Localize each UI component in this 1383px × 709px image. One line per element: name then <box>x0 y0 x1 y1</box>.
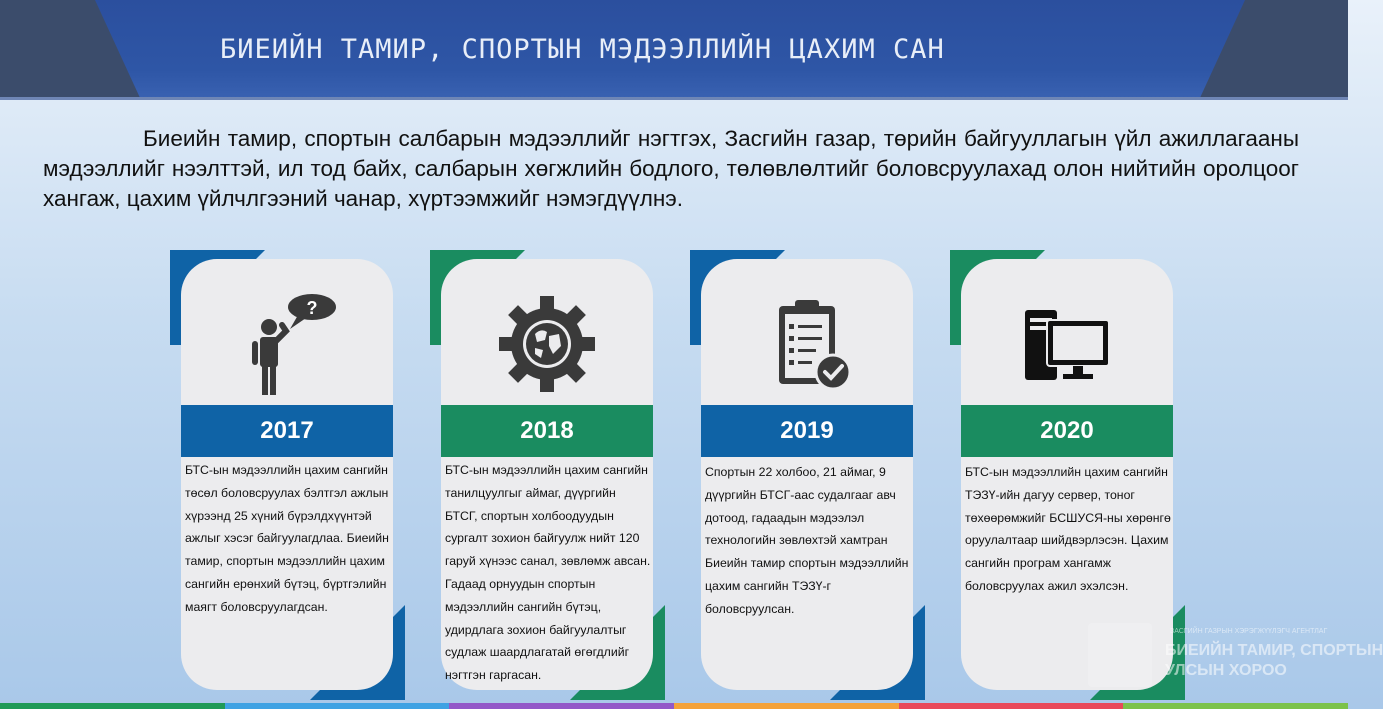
strip-segment <box>1123 703 1348 709</box>
desktop-computer-icon <box>961 284 1173 404</box>
bottom-color-strip <box>0 703 1348 709</box>
timeline-card-2019 <box>690 250 925 700</box>
timeline-card-2017 <box>170 250 405 700</box>
watermark-title-line1: БИЕИЙН ТАМИР, СПОРТЫН <box>1165 642 1383 659</box>
strip-segment <box>0 703 225 709</box>
card-description: БТС-ын мэдээллийн цахим сангийн ТЭЗҮ-ийн дагуу сервер, тоног төхөөрөмжийг БСШУСЯ-ны хөрөнгө оруулалтаар шийдвэрлэсэн. Цахим сангийн програм хангамж боловсруулах ажил эхэлсэн. <box>965 465 1171 593</box>
svg-text:?: ? <box>306 298 318 318</box>
card-panel <box>441 259 653 690</box>
year-band: 2017 <box>181 405 393 457</box>
year-band: 2019 <box>701 405 913 457</box>
watermark-subtitle: ЗАСГИЙН ГАЗРЫН ХЭРЭГЖҮҮЛЭГЧ АГЕНТЛАГ <box>1170 628 1328 635</box>
thinking-person-question-icon <box>181 284 393 404</box>
agency-watermark <box>1085 620 1383 690</box>
card-description: БТС-ын мэдээллийн цахим сангийн танилцуулгыг аймаг, дүүргийн БТСГ, спортын холбоодуудын сургалт зохион байгуулж нийт 120 гаруй хүнээс санал, зөвлөмж авсан. Гадаад орнуудын спортын мэдээллийн сангийн бүтэц, удирдлага зохион байгуулалтыг судлаж шаардлагатай өгөгдлийг нэгтгэн гаргасан. <box>445 463 651 683</box>
card-description: Спортын 22 холбоо, 21 аймаг, 9 дүүргийн БТСГ-аас судалгааг авч дотоод, гадаадын мэдээлэл технологийн зөвлөхтэй хамтран Биеийн тамир спортын мэдээллийн цахим сангийн ТЭЗҮ-г боловсруулсан. <box>705 465 909 616</box>
strip-segment <box>674 703 899 709</box>
year-band: 2018 <box>441 405 653 457</box>
watermark-title-line2: УЛСЫН ХОРОО <box>1165 662 1287 679</box>
strip-segment <box>449 703 674 709</box>
year-band: 2020 <box>961 405 1173 457</box>
strip-segment <box>899 703 1124 709</box>
page-title: БИЕИЙН ТАМИР, СПОРТЫН МЭДЭЭЛЛИЙН ЦАХИМ САН <box>220 34 945 65</box>
clipboard-checklist-icon <box>701 284 913 404</box>
timeline-card-2018 <box>430 250 665 700</box>
agency-logo-icon <box>1088 623 1152 687</box>
globe-gear-icon <box>441 284 653 404</box>
card-panel <box>181 259 393 690</box>
intro-paragraph: Биеийн тамир, спортын салбарын мэдээллийг нэгтгэх, Засгийн газар, төрийн байгууллагын үйл ажиллагааны мэдээллийг нээлттэй, ил тод байх, салбарын хөгжлийн бодлого, төлөвлөлтийг боловсруулахад олон нийтийн оролцоог хангаж, цахим үйлчлгээний чанар, хүртээмжийг нэмэгдүүлнэ. <box>43 126 1299 211</box>
card-description: БТС-ын мэдээллийн цахим сангийн төсөл боловсруулах бэлтгэл ажлын хүрээнд 25 хүний бүрэлдхүүнтэй ажлыг хэсэг байгуулагдлаа. Биеийн тамир, спортын мэдээллийн цахим сангийн ерөнхий бүтэц, бүртгэлийн маягт боловсруулагдсан. <box>185 463 389 614</box>
strip-segment <box>225 703 450 709</box>
card-panel <box>701 259 913 690</box>
header-divider <box>0 97 1348 100</box>
header-banner <box>0 0 1348 100</box>
